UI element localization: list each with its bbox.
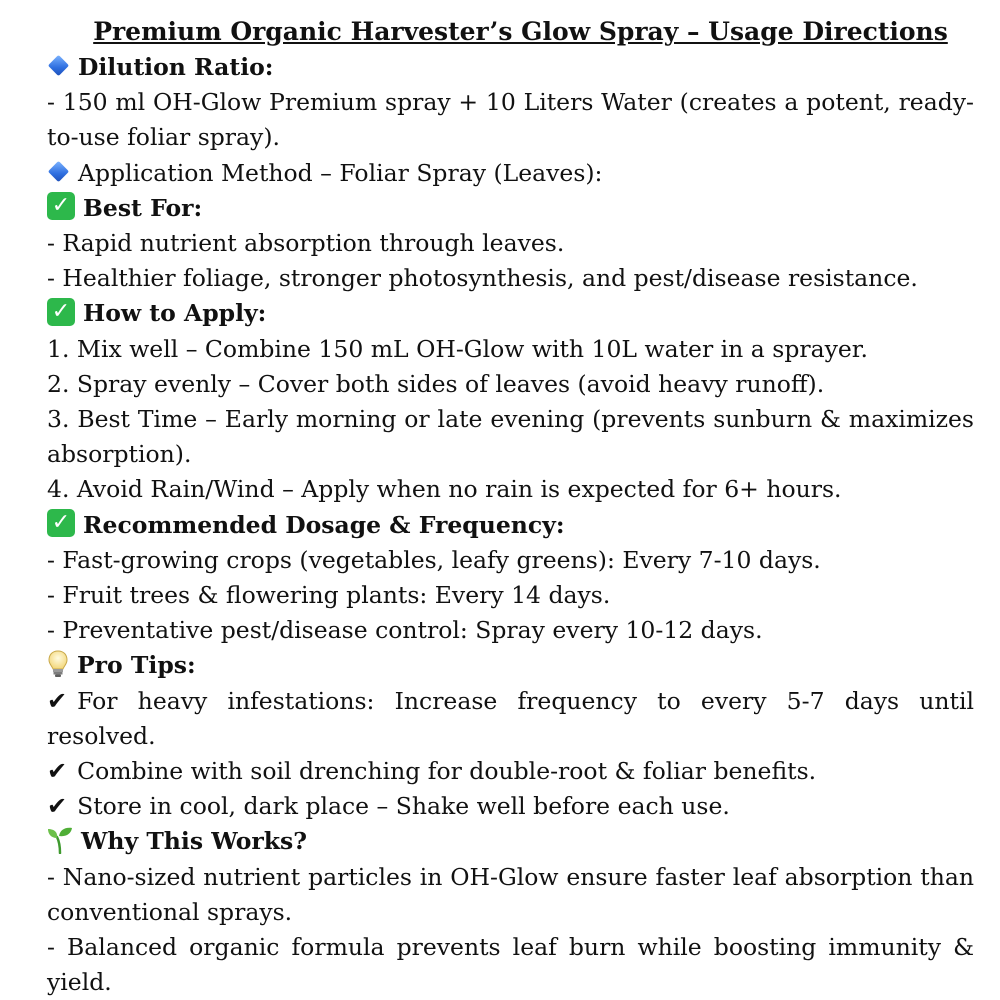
check-mark-icon: ✔	[47, 792, 68, 821]
page-title: Premium Organic Harvester’s Glow Spray – Usage Directions	[93, 17, 948, 46]
list-item: - Rapid nutrient absorption through leaves.	[47, 229, 565, 258]
pro-tips-heading	[47, 648, 974, 683]
seedling-shape	[47, 826, 73, 854]
list-item: - Fast-growing crops (vegetables, leafy greens): Every 7-10 days.	[47, 545, 821, 574]
tip-item	[47, 684, 974, 754]
pro-tips-heading-text: Pro Tips:	[77, 651, 196, 680]
green-check-box-icon: ✓	[47, 298, 75, 326]
dilution-text: - 150 ml OH-Glow Premium spray + 10 Liters Water (creates a potent, ready-to-use foliar spray).	[47, 88, 974, 152]
why-heading	[47, 824, 974, 859]
tip-item	[47, 789, 974, 824]
blue-diamond-icon	[48, 55, 69, 76]
tip-text: For heavy infestations: Increase frequency to every 5-7 days until resolved.	[47, 686, 974, 750]
application-heading	[47, 156, 974, 191]
list-item: - Preventative pest/disease control: Spray every 10-12 days.	[47, 616, 763, 645]
list-item: - Nano-sized nutrient particles in OH-Glow ensure faster leaf absorption than conventional sprays.	[47, 862, 974, 926]
why-heading-text: Why This Works?	[81, 827, 308, 856]
light-bulb-icon	[47, 650, 69, 678]
list-item: 3. Best Time – Early morning or late evening (prevents sunburn & maximizes absorption).	[47, 405, 974, 469]
tip-text: Combine with soil drenching for double-root & foliar benefits.	[77, 757, 817, 786]
application-heading-text: Application Method – Foliar Spray (Leaves):	[78, 158, 603, 187]
dilution-heading	[47, 50, 974, 85]
check-mark-icon: ✔	[47, 686, 68, 715]
green-check-box-icon: ✓	[47, 192, 75, 220]
seedling-icon	[47, 826, 73, 854]
check-mark-icon: ✔	[47, 757, 68, 786]
green-check-box-icon: ✓	[47, 509, 75, 537]
how-to-apply-heading-text: How to Apply:	[83, 299, 267, 328]
dilution-heading-text: Dilution Ratio:	[78, 53, 274, 81]
light-bulb-shape	[47, 650, 69, 678]
list-item: 2. Spray evenly – Cover both sides of leaves (avoid heavy runoff).	[47, 369, 825, 398]
list-item: 4. Avoid Rain/Wind – Apply when no rain is expected for 6+ hours.	[47, 475, 842, 504]
list-item: 1. Mix well – Combine 150 mL OH-Glow with 10L water in a sprayer.	[47, 334, 868, 363]
blue-diamond-icon	[48, 161, 69, 182]
list-item: - Balanced organic formula prevents leaf burn while boosting immunity & yield.	[47, 933, 974, 997]
best-for-heading	[47, 191, 974, 226]
tip-item	[47, 754, 974, 789]
dosage-heading-text: Recommended Dosage & Frequency:	[83, 510, 565, 539]
tip-text: Store in cool, dark place – Shake well before each use.	[77, 792, 730, 821]
how-to-apply-heading	[47, 296, 974, 331]
list-item: - Fruit trees & flowering plants: Every 14 days.	[47, 581, 611, 610]
best-for-heading-text: Best For:	[83, 193, 203, 222]
dosage-heading	[47, 508, 974, 543]
list-item: - Healthier foliage, stronger photosynthesis, and pest/disease resistance.	[47, 264, 918, 293]
